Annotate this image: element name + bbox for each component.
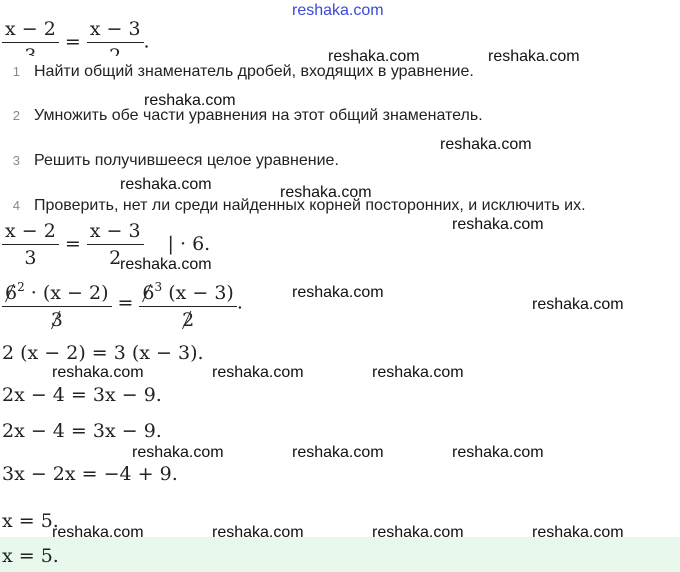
cancel-rhs-fraction bbox=[139, 276, 236, 331]
cancel-lhs-six: 6 bbox=[5, 282, 18, 304]
step-2 bbox=[0, 107, 483, 125]
watermark: reshaka.com bbox=[132, 444, 224, 461]
watermark: reshaka.com bbox=[452, 216, 544, 233]
cancel-rhs-den: 2 bbox=[182, 309, 195, 331]
site-header-link[interactable]: reshaka.com bbox=[292, 2, 384, 19]
watermark: reshaka.com bbox=[532, 524, 624, 541]
cancellation-equation: $\frac{6^2 \cdot (x - 2)}{3}$ = $\frac{6^3 (x - 3)}{2}$ . bbox=[2, 276, 243, 331]
watermark: reshaka.com bbox=[212, 524, 304, 541]
step-number: 3 bbox=[12, 153, 20, 168]
watermark: reshaka.com bbox=[280, 184, 372, 201]
answer: x = 5. bbox=[2, 545, 59, 567]
watermark: reshaka.com bbox=[212, 364, 304, 381]
lhs-numerator: x − 2 bbox=[2, 220, 59, 245]
step-text: Найти общий знаменатель дробей, входящих в уравнение. bbox=[34, 63, 474, 80]
step-text: Решить получившееся целое уравнение. bbox=[34, 152, 339, 169]
solution-line-4: 3x − 2x = −4 + 9. bbox=[2, 463, 178, 485]
watermark: reshaka.com bbox=[52, 524, 144, 541]
multiplier: | · 6. bbox=[167, 232, 211, 255]
watermark: reshaka.com bbox=[52, 364, 144, 381]
watermark: reshaka.com bbox=[532, 296, 624, 313]
watermark: reshaka.com bbox=[144, 92, 236, 109]
cancel-rhs-rest: (x − 3) bbox=[168, 282, 234, 304]
watermark: reshaka.com bbox=[292, 444, 384, 461]
step-text: Умножить обе части уравнения на этот общий знаменатель. bbox=[34, 107, 483, 124]
rhs-numerator: x − 3 bbox=[87, 220, 144, 245]
rhs-denominator: 2 bbox=[109, 247, 122, 269]
watermark: reshaka.com bbox=[440, 136, 532, 153]
top-rhs-numerator: x − 3 bbox=[87, 18, 144, 43]
lhs-denominator: 3 bbox=[24, 247, 37, 269]
watermark: reshaka.com bbox=[120, 176, 212, 193]
cancel-lhs-fraction bbox=[2, 276, 112, 331]
top-lhs-numerator: x − 2 bbox=[2, 18, 59, 43]
top-equation: x − 2 = x − 3 . bbox=[2, 18, 150, 67]
solution-line-1: 2 (x − 2) = 3 (x − 3). bbox=[2, 342, 204, 364]
watermark: reshaka.com bbox=[372, 364, 464, 381]
watermark: reshaka.com bbox=[488, 48, 580, 65]
step-number: 4 bbox=[12, 198, 20, 213]
cancel-lhs-factor: 2 bbox=[17, 280, 25, 294]
watermark: reshaka.com bbox=[372, 524, 464, 541]
equation-with-multiplier: $\frac{x - 2}{3}$ = $\frac{x - 3}{2}$ | · 6. bbox=[2, 220, 210, 269]
step-number: 1 bbox=[12, 64, 20, 79]
watermark: reshaka.com bbox=[292, 284, 384, 301]
cancel-lhs-rest: · (x − 2) bbox=[30, 282, 109, 304]
solution-line-3: 2x − 4 = 3x − 9. bbox=[2, 420, 162, 442]
solution-line-5: x = 5. bbox=[2, 510, 59, 532]
watermark: reshaka.com bbox=[120, 256, 212, 273]
lhs-fraction bbox=[2, 220, 59, 269]
cancel-rhs-factor: 3 bbox=[154, 280, 163, 294]
watermark: reshaka.com bbox=[452, 444, 544, 461]
cancel-rhs-six: 6 bbox=[142, 282, 155, 304]
step-3 bbox=[0, 152, 339, 170]
solution-line-2: 2x − 4 = 3x − 9. bbox=[2, 384, 162, 406]
watermark: reshaka.com bbox=[328, 48, 420, 65]
step-text: Проверить, нет ли среди найденных корней посторонних, и исключить их. bbox=[34, 197, 586, 214]
cancel-lhs-den: 3 bbox=[50, 309, 63, 331]
answer-highlight bbox=[0, 537, 680, 572]
step-number: 2 bbox=[12, 108, 20, 123]
